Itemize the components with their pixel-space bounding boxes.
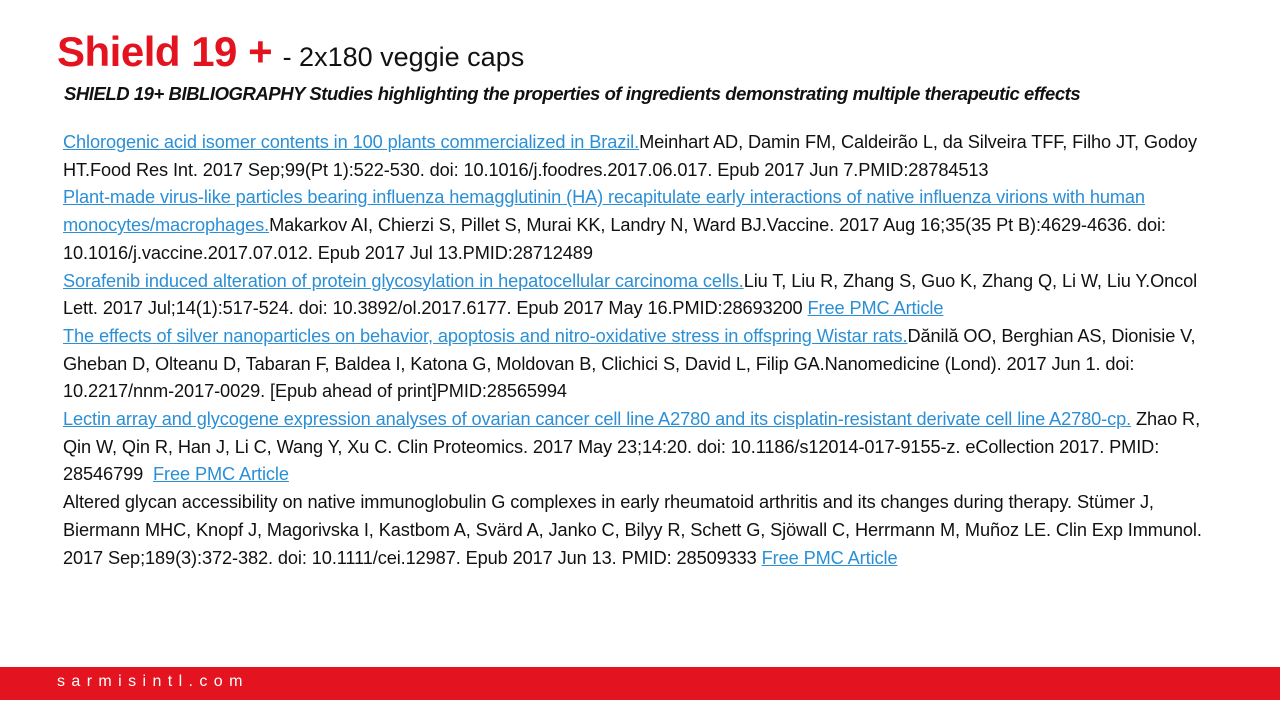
reference-citation: Liu T, Liu R, Zhang S, Guo K, Zhang Q, Li W, Liu Y.Oncol Lett. 2017 Jul;14(1):517-524. doi: 10.3892/ol.2017.6177. Epub 2017 May 16.PMID:28693200 [63, 270, 1198, 319]
reference-item [63, 323, 1225, 406]
reference-title-link[interactable]: Chlorogenic acid isomer contents in 100 plants commercialized in Brazil. [63, 132, 640, 152]
free-pmc-article-link[interactable]: Free PMC Article [153, 464, 289, 485]
reference-item [63, 489, 1225, 572]
reference-list [63, 129, 1225, 572]
reference-citation: Makarkov AI, Chierzi S, Pillet S, Murai KK, Landry N, Ward BJ.Vaccine. 2017 Aug 16;35(35 Pt B):4629-4636. doi: 10.1016/j.vaccine.2017.07.012. Epub 2017 Jul 13.PMID:28712489 [63, 215, 1166, 263]
bibliography-heading: SHIELD 19+ BIBLIOGRAPHY Studies highlighting the properties of ingredients demonstrating multiple therapeutic effects [64, 83, 1081, 104]
reference-title-link[interactable]: The effects of silver nanoparticles on behavior, apoptosis and nitro-oxidative stress in offspring Wistar rats. [63, 325, 908, 346]
footer-website: sarmisintl.com [57, 673, 249, 690]
reference-title-link[interactable]: Lectin array and glycogene expression analyses of ovarian cancer cell line A2780 and its cisplatin-resistant derivate cell line A2780-cp. [63, 409, 1132, 430]
reference-citation: Meinhart AD, Damin FM, Caldeirão L, da Silveira TFF, Filho JT, Godoy HT.Food Res Int. 2017 Sep;99(Pt 1):522-530. doi: 10.1016/j.foodres.2017.06.017. Epub 2017 Jun 7.PMID:28784513 [63, 132, 1197, 180]
reference-title-link[interactable]: Plant-made virus-like particles bearing influenza hemagglutinin (HA) recapitulate early interactions of native influenza virions with human monocytes/macrophages. [63, 187, 1145, 236]
reference-item [63, 406, 1225, 489]
free-pmc-article-link[interactable]: Free PMC Article [761, 547, 898, 568]
page-title [57, 28, 524, 76]
free-pmc-article-link[interactable]: Free PMC Article [807, 298, 944, 319]
reference-citation: Zhao R, Qin W, Qin R, Han J, Li C, Wang Y, Xu C. Clin Proteomics. 2017 May 23;14:20. doi: 10.1186/s12014-017-9155-z. eCollection 2017. PMID: 28546799 [63, 409, 1205, 485]
reference-item [63, 268, 1225, 323]
reference-item [63, 184, 1225, 267]
reference-title-link[interactable]: Sorafenib induced alteration of protein glycosylation in hepatocellular carcinoma cells. [63, 270, 744, 291]
reference-citation: Dănilă OO, Berghian AS, Dionisie V, Gheban D, Olteanu D, Tabaran F, Baldea I, Katona G, Moldovan B, Clichici S, David L, Filip GA.Nanomedicine (Lond). 2017 Jun 1. doi: 10.2217/nnm-2017-0029. [Epub ahead of print]PMID:28565994 [63, 325, 1196, 402]
reference-citation: Altered glycan accessibility on native immunoglobulin G complexes in early rheumatoid arthritis and its changes during therapy. Stümer J, Biermann MHC, Knopf J, Magorivska I, Kastbom A, Svärd A, Janko C, Bilyy R, Schett G, Sjöwall C, Herrmann M, Muñoz LE. Clin Exp Immunol. 2017 Sep;189(3):372-382. doi: 10.1111/cei.12987. Epub 2017 Jun 13. PMID: 28509333 [63, 492, 1202, 568]
product-title: Shield 19 + [57, 28, 273, 75]
footer-bar [0, 667, 1280, 700]
product-subtitle: - 2x180 veggie caps [282, 42, 525, 72]
reference-item [63, 129, 1225, 184]
